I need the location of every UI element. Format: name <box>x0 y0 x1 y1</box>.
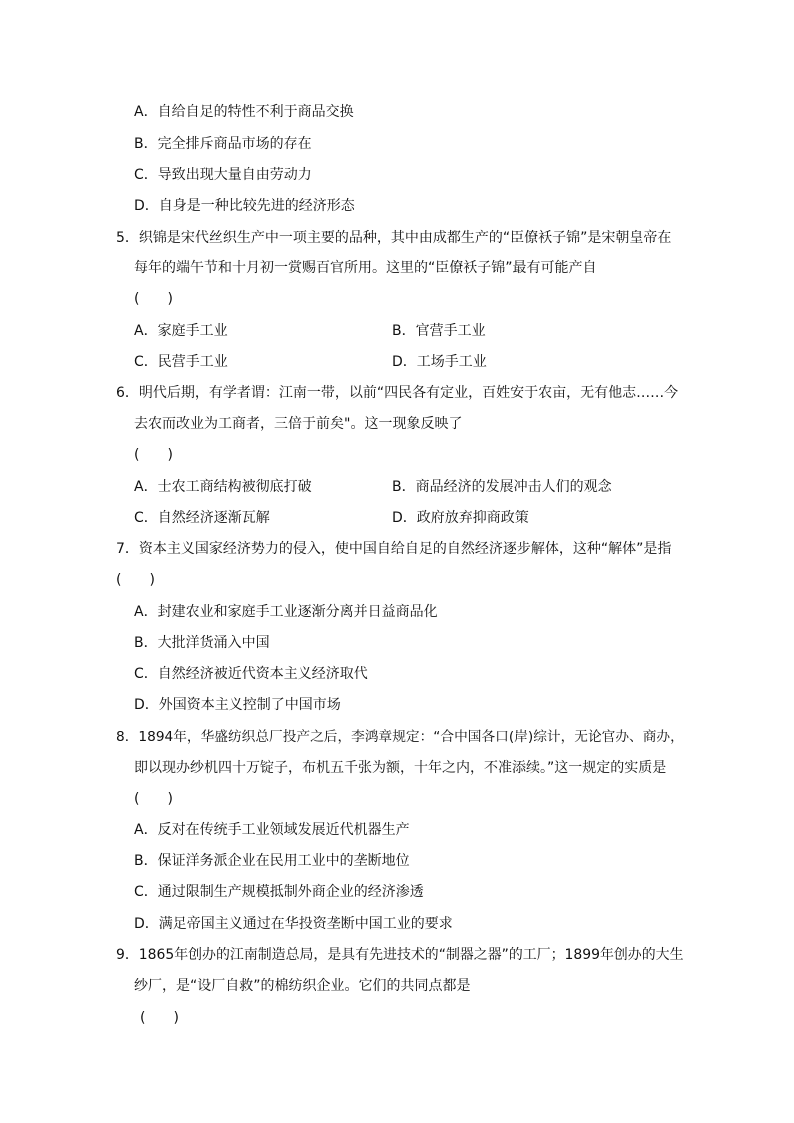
q8-answer-blank: ( ) <box>134 791 173 807</box>
q5-option-c: C．民营手工业 <box>134 354 228 370</box>
q7-option-d: D．外国资本主义控制了中国市场 <box>134 697 341 713</box>
q9-stem-line-1: 9．1865年创办的江南制造总局，是具有先进技术的“制器之器”的工厂；1899年创办的大生 <box>116 947 684 963</box>
q7-option-c: C．自然经济被近代资本主义经济取代 <box>134 666 368 682</box>
q8-option-d: D．满足帝国主义通过在华投资垄断中国工业的要求 <box>134 916 453 932</box>
q5-stem-line-1: 5．织锦是宋代丝织生产中一项主要的品种，其中由成都生产的“臣僚袄子锦”是宋朝皇帝在 <box>116 230 672 246</box>
q7-option-b: B．大批洋货涌入中国 <box>134 635 270 651</box>
q8-option-c: C．通过限制生产规模抵制外商企业的经济渗透 <box>134 884 424 900</box>
q6-stem-line-1: 6．明代后期，有学者谓：江南一带，以前“四民各有定业，百姓安于农亩，无有他志……今 <box>116 385 679 401</box>
q5-answer-blank: ( ) <box>134 291 173 307</box>
q8-stem-line-1: 8．1894年，华盛纺织总厂投产之后，李鸿章规定：“合中国各口(岸)综计，无论官办、商办， <box>116 729 684 745</box>
q8-option-b: B．保证洋务派企业在民用工业中的垄断地位 <box>134 853 410 869</box>
q4-option-d: D．自身是一种比较先进的经济形态 <box>134 198 355 214</box>
q8-stem-line-2: 即以现办纱机四十万锭子，布机五千张为额，十年之内，不准添续。”这一规定的实质是 <box>134 760 667 776</box>
q9-answer-blank: ( ) <box>140 1010 179 1026</box>
q5-option-b: B．官营手工业 <box>392 323 486 339</box>
q6-option-a: A．士农工商结构被彻底打破 <box>134 479 312 495</box>
q6-option-b: B．商品经济的发展冲击人们的观念 <box>392 479 612 495</box>
q7-option-a: A．封建农业和家庭手工业逐渐分离并日益商品化 <box>134 604 438 620</box>
q5-stem-line-2: 每年的端午节和十月初一赏赐百官所用。这里的“臣僚袄子锦”最有可能产自 <box>134 260 597 276</box>
q8-option-a: A．反对在传统手工业领域发展近代机器生产 <box>134 822 410 838</box>
q5-option-a: A．家庭手工业 <box>134 323 228 339</box>
q7-stem-line-1: 7．资本主义国家经济势力的侵入，使中国自给自足的自然经济逐步解体，这种“解体”是指 <box>116 541 672 557</box>
q6-option-c: C．自然经济逐渐瓦解 <box>134 510 270 526</box>
q4-option-a: A．自给自足的特性不利于商品交换 <box>134 104 354 120</box>
q6-option-d: D．政府放弃抑商政策 <box>392 510 529 526</box>
q4-option-c: C．导致出现大量自由劳动力 <box>134 167 312 183</box>
q5-option-d: D．工场手工业 <box>392 354 487 370</box>
q7-answer-blank: ( ) <box>116 572 155 588</box>
q9-stem-line-2: 纱厂，是“设厂自救”的棉纺织企业。它们的共同点都是 <box>134 978 471 994</box>
q4-option-b: B．完全排斥商品市场的存在 <box>134 136 312 152</box>
q6-stem-line-2: 去农而改业为工商者，三倍于前矣"。这一现象反映了 <box>134 416 463 432</box>
q6-answer-blank: ( ) <box>134 447 173 463</box>
